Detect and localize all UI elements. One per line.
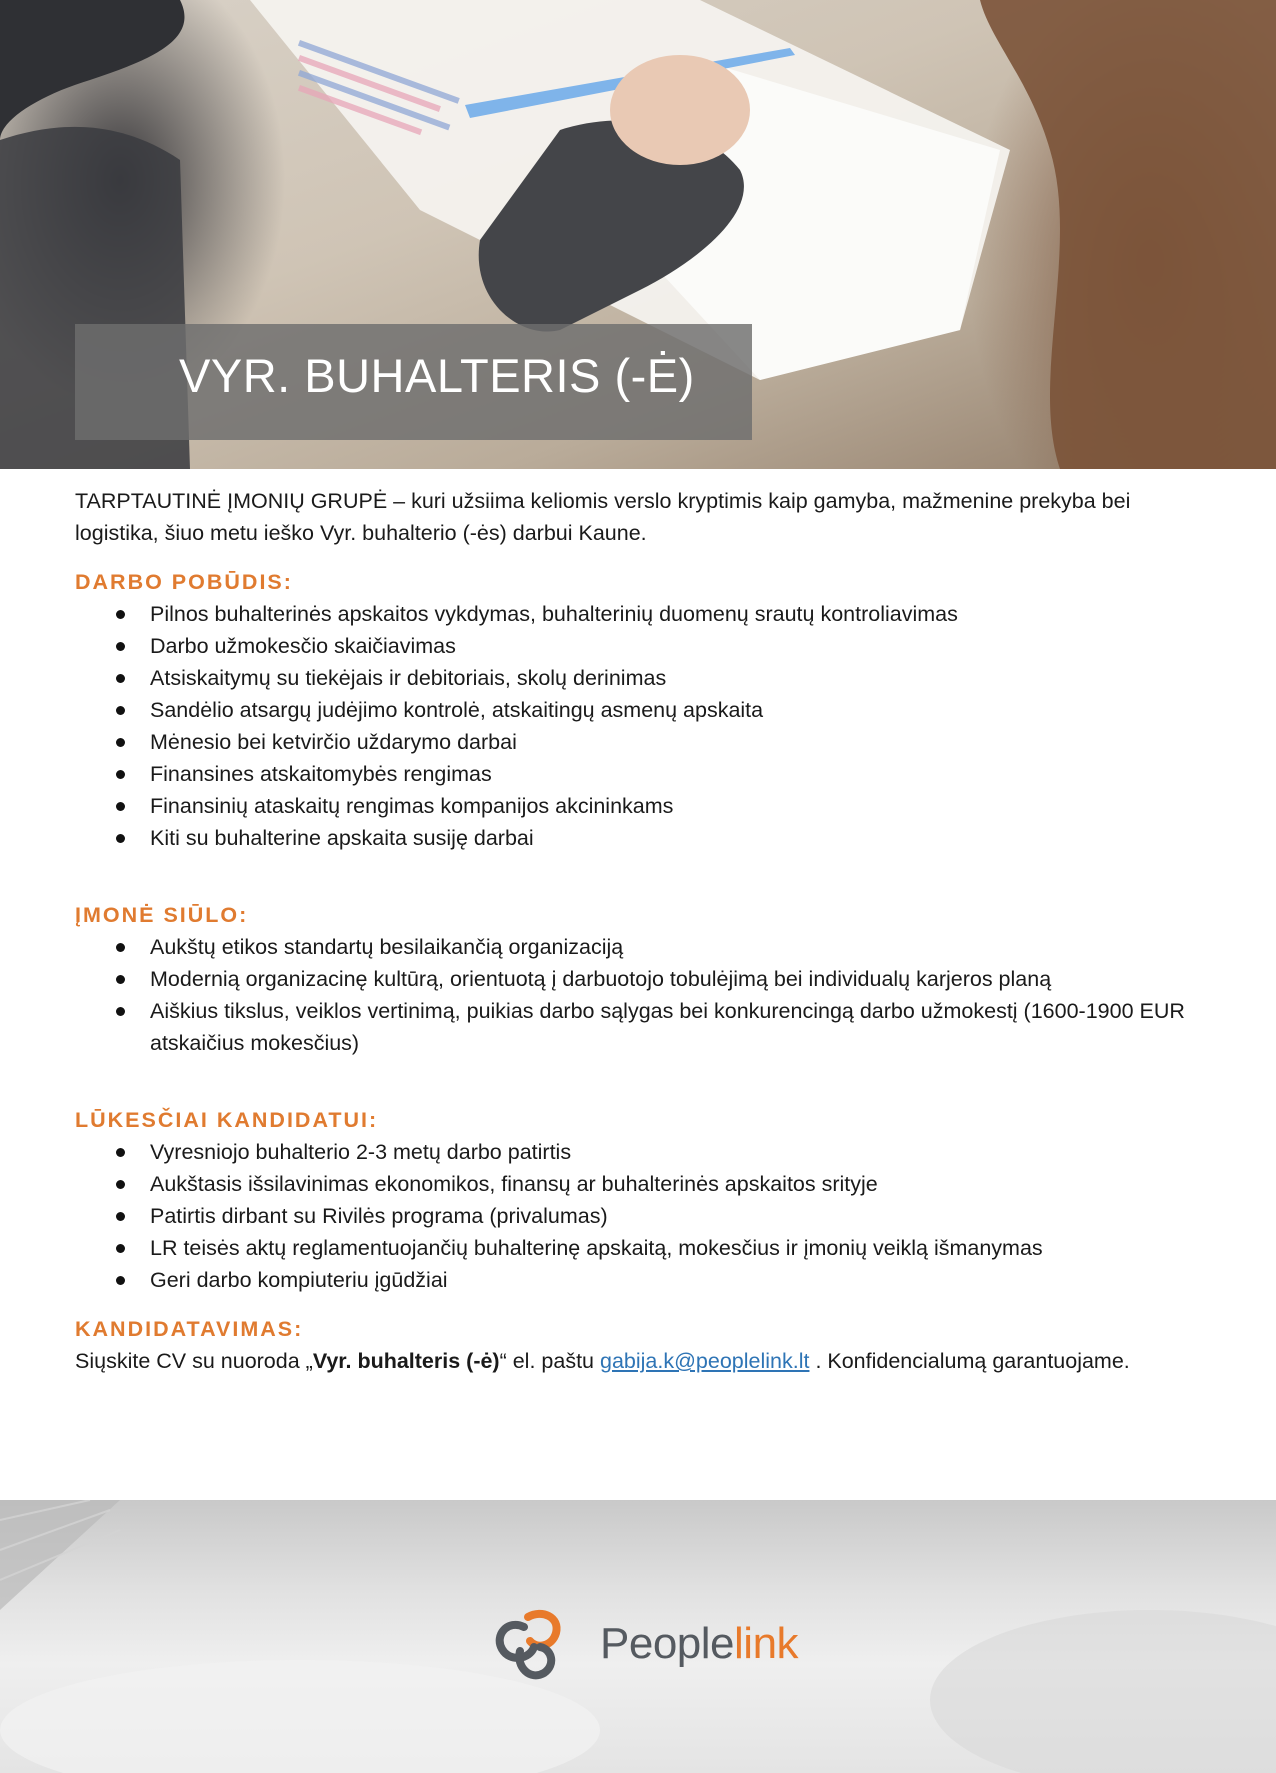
- list-item: Aiškius tikslus, veiklos vertinimą, puikias darbo sąlygas bei konkurencingą darbo užmokestį (1600-1900 EUR atskaičius mokesčius): [75, 995, 1205, 1059]
- offer-list: [75, 931, 1205, 1059]
- logo-wordmark: [600, 1619, 798, 1669]
- section-title-imone-siulo: ĮMONĖ SIŪLO:: [75, 903, 249, 927]
- application-text-middle: “ el. paštu: [499, 1349, 600, 1373]
- list-item: Finansinių ataskaitų rengimas kompanijos akcininkams: [75, 790, 1205, 822]
- email-link[interactable]: gabija.k@peoplelink.lt: [599, 1349, 810, 1373]
- intro-paragraph: TARPTAUTINĖ ĮMONIŲ GRUPĖ – kuri užsiima keliomis verslo kryptimis kaip gamyba, mažmenine prekyba bei logistika, šiuo metu ieško Vyr. buhalterio (-ės) darbui Kaune.: [75, 489, 1131, 545]
- peoplelink-logo-icon: [490, 1605, 570, 1685]
- footer-banner: [0, 1500, 1276, 1773]
- list-item: Patirtis dirbant su Rivilės programa (privalumas): [75, 1200, 1205, 1232]
- section-title-kandidatavimas: KANDIDATAVIMAS:: [75, 1317, 304, 1341]
- list-item: Pilnos buhalterinės apskaitos vykdymas, buhalterinių duomenų srautų kontroliavimas: [75, 598, 1205, 630]
- position-name: Vyr. buhalteris (-ė): [312, 1349, 500, 1373]
- list-item: Aukštų etikos standartų besilaikančią organizaciją: [75, 931, 1205, 963]
- application-text-after: . Konfidencialumą garantuojame.: [809, 1349, 1130, 1373]
- title-banner: [75, 324, 752, 440]
- list-item: Mėnesio bei ketvirčio uždarymo darbai: [75, 726, 1205, 758]
- list-item: Vyresniojo buhalterio 2-3 metų darbo patirtis: [75, 1136, 1205, 1168]
- list-item: LR teisės aktų reglamentuojančių buhalterinę apskaitą, mokesčius ir įmonių veiklą išmanymas: [75, 1232, 1205, 1264]
- list-item: Modernią organizacinę kultūrą, orientuotą į darbuotojo tobulėjimą bei individualų karjeros planą: [75, 963, 1205, 995]
- list-item: Darbo užmokesčio skaičiavimas: [75, 630, 1205, 662]
- list-item: Kiti su buhalterine apskaita susiję darbai: [75, 822, 1205, 854]
- section-title-darbo-pobudis: DARBO POBŪDIS:: [75, 570, 293, 594]
- logo-text-people: People: [600, 1619, 735, 1668]
- peoplelink-logo: [490, 1605, 799, 1685]
- section-title-lukesciai: LŪKESČIAI KANDIDATUI:: [75, 1108, 379, 1132]
- logo-text-link: link: [734, 1619, 799, 1668]
- list-item: Geri darbo kompiuteriu įgūdžiai: [75, 1264, 1205, 1296]
- list-item: Aukštasis išsilavinimas ekonomikos, finansų ar buhalterinės apskaitos srityje: [75, 1168, 1205, 1200]
- application-text: [75, 1345, 1205, 1377]
- requirements-list: [75, 1136, 1205, 1296]
- list-item: Finansines atskaitomybės rengimas: [75, 758, 1205, 790]
- application-text-before: Siųskite CV su nuoroda „: [75, 1349, 313, 1373]
- page-title: VYR. BUHALTERIS (-Ė): [179, 349, 695, 402]
- job-description: [75, 485, 1205, 1377]
- hero-image: [0, 0, 1276, 469]
- duties-list: [75, 598, 1205, 854]
- list-item: Sandėlio atsargų judėjimo kontrolė, atskaitingų asmenų apskaita: [75, 694, 1205, 726]
- list-item: Atsiskaitymų su tiekėjais ir debitoriais, skolų derinimas: [75, 662, 1205, 694]
